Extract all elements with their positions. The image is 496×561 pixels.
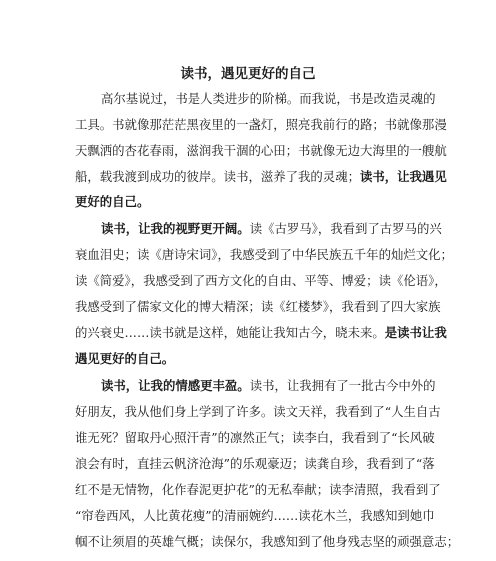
page-title: 读书，遇见更好的自己 — [180, 66, 316, 82]
text-line: 浪会有时，直挂云帆济沧海”的乐观豪迈；读龚自珍，我看到了“落 — [75, 456, 435, 471]
text-line: 天飘洒的杏花春雨，滋润我干涸的心田；书就像无边大海里的一艘航 — [75, 143, 447, 158]
text-line: 工具。书就像那茫茫黑夜里的一盏灯，照亮我前行的路；书就像那漫 — [75, 117, 447, 132]
text-line: “帘卷西风，人比黄花瘦”的清丽婉约……读花木兰，我感知到她巾 — [75, 508, 435, 523]
text-line: 红不是无情物，化作春泥更护花”的无私奉献；读李清照，我看到了 — [75, 482, 441, 497]
text-line: 船，载我渡到成功的彼岸。读书，滋养了我的灵魂；读书，让我遇见 — [75, 169, 447, 184]
text-line: 读《简爱》，我感受到了西方文化的自由、平等、博爱；读《伦语》， — [75, 273, 447, 288]
text-line: 高尔基说过，书是人类进步的阶梯。而我说，书是改造灵魂的 — [101, 91, 436, 106]
text-line: 更好的自己。 — [75, 194, 150, 209]
text-line: 衰血泪史；读《唐诗宋词》，我感受到了中华民族五千年的灿烂文化； — [75, 247, 453, 262]
text-line: 读书，让我的视野更开阔。读《古罗马》，我看到了古罗马的兴 — [101, 221, 442, 236]
text-line: 谁无死？留取丹心照汗青”的凛然正气；读李白，我看到了“长风破 — [75, 430, 435, 445]
text-line: 我感受到了儒家文化的博大精深；读《红楼梦》，我看到了四大家族 — [75, 299, 441, 314]
text-line: 帼不让须眉的英雄气概；读保尔，我感知到了他身残志坚的顽强意志； — [75, 534, 460, 549]
text-line: 的兴衰史……读书就是这样，她能让我知古今，晓未来。是读书让我 — [75, 325, 447, 340]
text-line: 好朋友，我从他们身上学到了许多。读文天祥，我看到了“人生自古 — [75, 404, 441, 419]
text-line: 遇见更好的自己。 — [75, 351, 175, 366]
text-line: 读书，让我的情感更丰盈。读书，让我拥有了一批古今中外的 — [101, 378, 436, 393]
